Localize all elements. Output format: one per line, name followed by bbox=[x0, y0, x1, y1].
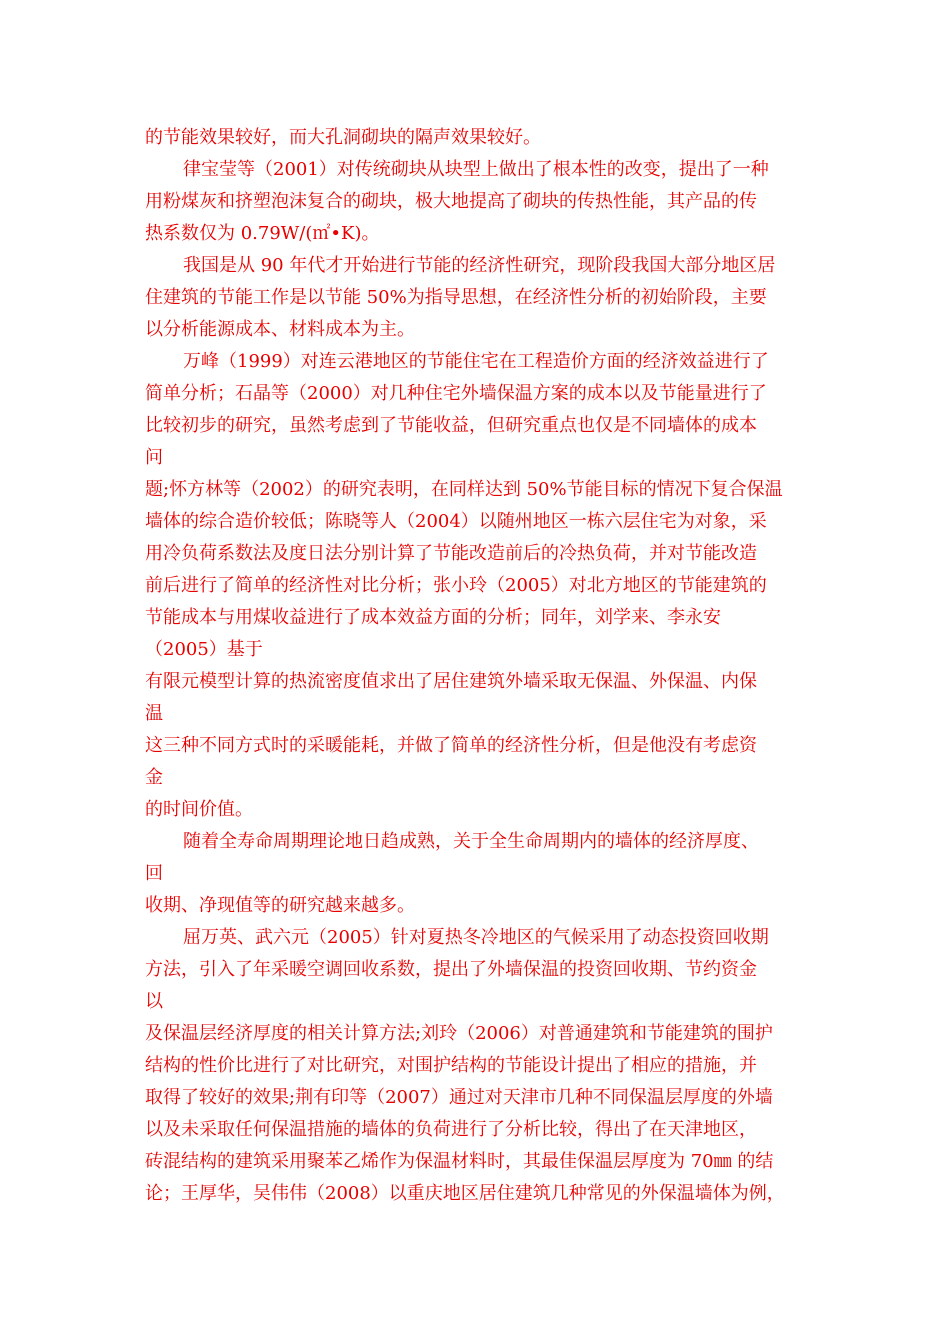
text-line: （2005）基于 bbox=[145, 639, 263, 660]
text-line: 结构的性价比进行了对比研究，对围护结构的节能设计提出了相应的措施，并 bbox=[145, 1055, 757, 1076]
text-line: 及保温层经济厚度的相关计算方法;刘玲（2006）对普通建筑和节能建筑的围护 bbox=[145, 1023, 773, 1044]
text-line: 我国是从 90 年代才开始进行节能的经济性研究，现阶段我国大部分地区居 bbox=[183, 255, 776, 276]
text-line: 随着全寿命周期理论地日趋成熟，关于全生命周期内的墙体的经济厚度、 bbox=[183, 831, 759, 852]
text-line: 题;怀方林等（2002）的研究表明，在同样达到 50%节能目标的情况下复合保温 bbox=[145, 479, 783, 500]
text-line: 收期、净现值等的研究越来越多。 bbox=[145, 895, 415, 916]
text-line: 这三种不同方式时的采暖能耗，并做了简单的经济性分析，但是他没有考虑资 bbox=[145, 735, 757, 756]
text-line: 用粉煤灰和挤塑泡沫复合的砌块，极大地提高了砌块的传热性能，其产品的传 bbox=[145, 191, 757, 212]
text-line: 住建筑的节能工作是以节能 50%为指导思想，在经济性分析的初始阶段，主要 bbox=[145, 287, 767, 308]
text-line: 以及未采取任何保温措施的墙体的负荷进行了分析比较，得出了在天津地区， bbox=[145, 1119, 757, 1140]
text-line: 回 bbox=[145, 863, 163, 884]
text-line: 墙体的综合造价较低；陈晓等人（2004）以随州地区一栋六层住宅为对象，采 bbox=[145, 511, 767, 532]
text-line: 简单分析；石晶等（2000）对几种住宅外墙保温方案的成本以及节能量进行了 bbox=[145, 383, 767, 404]
text-line: 有限元模型计算的热流密度值求出了居住建筑外墙采取无保温、外保温、内保 bbox=[145, 671, 757, 692]
text-line: 的时间价值。 bbox=[145, 799, 253, 820]
text-line: 方法，引入了年采暖空调回收系数，提出了外墙保温的投资回收期、节约资金 bbox=[145, 959, 757, 980]
text-line: 用冷负荷系数法及度日法分别计算了节能改造前后的冷热负荷，并对节能改造 bbox=[145, 543, 757, 564]
text-line: 前后进行了简单的经济性对比分析；张小玲（2005）对北方地区的节能建筑的 bbox=[145, 575, 767, 596]
text-line: 砖混结构的建筑采用聚苯乙烯作为保温材料时，其最佳保温层厚度为 70㎜ 的结 bbox=[145, 1151, 774, 1172]
text-line: 以 bbox=[145, 991, 163, 1012]
text-line: 万峰（1999）对连云港地区的节能住宅在工程造价方面的经济效益进行了 bbox=[183, 351, 769, 372]
text-line: 温 bbox=[145, 703, 163, 724]
text-line: 节能成本与用煤收益进行了成本效益方面的分析；同年，刘学来、李永安 bbox=[145, 607, 721, 628]
text-line: 比较初步的研究，虽然考虑到了节能收益，但研究重点也仅是不同墙体的成本 bbox=[145, 415, 757, 436]
text-line: 热系数仅为 0.79W/(㎡•K)。 bbox=[145, 223, 380, 244]
text-line: 的节能效果较好，而大孔洞砌块的隔声效果较好。 bbox=[145, 127, 541, 148]
text-line: 论；王厚华，吴伟伟（2008）以重庆地区居住建筑几种常见的外保温墙体为例， bbox=[145, 1183, 785, 1204]
text-line: 律宝莹等（2001）对传统砌块从块型上做出了根本性的改变，提出了一种 bbox=[183, 159, 769, 180]
text-line: 问 bbox=[145, 447, 163, 468]
text-line: 屈万英、武六元（2005）针对夏热冬冷地区的气候采用了动态投资回收期 bbox=[183, 927, 769, 948]
text-line: 取得了较好的效果;荆有印等（2007）通过对天津市几种不同保温层厚度的外墙 bbox=[145, 1087, 773, 1108]
text-line: 以分析能源成本、材料成本为主。 bbox=[145, 319, 415, 340]
text-line: 金 bbox=[145, 767, 163, 788]
